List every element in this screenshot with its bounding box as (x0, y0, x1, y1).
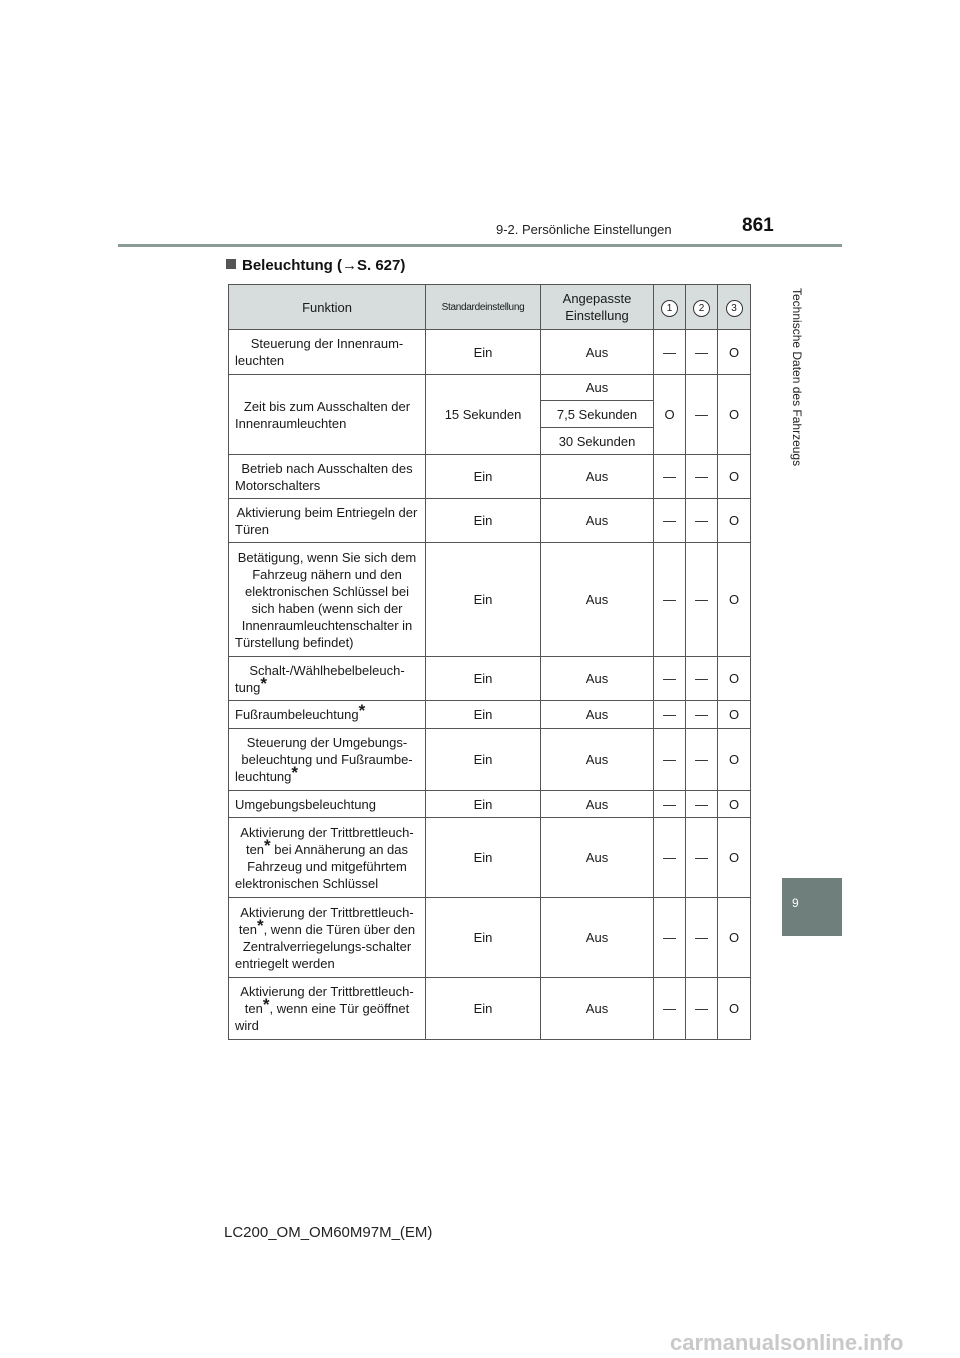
cell-default: Ein (426, 898, 541, 978)
cell-c1: — (654, 455, 686, 499)
chapter-tab[interactable] (782, 878, 842, 936)
cell-c3: O (718, 375, 751, 455)
cell-c3: O (718, 701, 751, 729)
square-bullet-icon (226, 259, 236, 269)
circled-1-icon: 1 (661, 300, 678, 317)
cell-default: Ein (426, 543, 541, 657)
cell-function: Umgebungsbeleuchtung (229, 791, 426, 818)
lighting-settings-table (228, 284, 751, 1040)
cell-function (229, 898, 426, 978)
cell-c1: — (654, 791, 686, 818)
function-text-after: bei Annäherung an das Fahrzeug und mitgeführtem elektronischen Schlüssel (235, 841, 409, 891)
cell-c1: — (654, 729, 686, 791)
cell-function: Aktivierung beim Entriegeln der Türen (229, 499, 426, 543)
circled-3-icon: 3 (726, 300, 743, 317)
function-text: Schalt-/Wählhebelbeleuch-tung (235, 662, 405, 695)
cell-custom: Aus (541, 898, 654, 978)
document-code: LC200_OM_OM60M97M_(EM) (224, 1224, 433, 1241)
cell-default: Ein (426, 499, 541, 543)
cell-function: Steuerung der Innenraum-leuchten (229, 330, 426, 375)
cell-default: Ein (426, 791, 541, 818)
cell-c2: — (686, 818, 718, 898)
cell-c2: — (686, 701, 718, 729)
cell-c3: O (718, 729, 751, 791)
section-heading (226, 257, 405, 274)
cell-function: Betätigung, wenn Sie sich dem Fahrzeug nähern und den elektronischen Schlüssel bei sich haben (wenn sich der Innenraumleuchtenschalter in Türstellung befindet) (229, 543, 426, 657)
cell-function (229, 657, 426, 701)
table-row (229, 791, 751, 818)
cell-c2: — (686, 455, 718, 499)
table-row (229, 978, 751, 1040)
watermark-text: carmanualsonline.info (670, 1330, 904, 1355)
table-header-row (229, 285, 751, 330)
function-text-before: Aktivierung der Trittbrettleuch-ten (238, 904, 414, 937)
header-col-3 (718, 285, 751, 330)
cell-c2: — (686, 543, 718, 657)
cell-custom: Aus (541, 978, 654, 1040)
table-row (229, 898, 751, 978)
cell-c1: — (654, 657, 686, 701)
cell-custom: Aus (541, 818, 654, 898)
cell-c1: — (654, 978, 686, 1040)
cell-c1: — (654, 330, 686, 375)
header-col-1 (654, 285, 686, 330)
table-row (229, 330, 751, 375)
chapter-number: 9 (792, 896, 799, 910)
cell-function (229, 818, 426, 898)
cell-c1: — (654, 499, 686, 543)
asterisk-icon: * (264, 835, 271, 855)
cell-function: Zeit bis zum Ausschalten der Innenraumleuchten (229, 375, 426, 455)
cell-c1: — (654, 701, 686, 729)
header-rule (118, 244, 842, 247)
cell-c3: O (718, 455, 751, 499)
cell-custom: Aus (541, 330, 654, 375)
heading-page-link[interactable]: S. 627) (357, 257, 406, 274)
cell-c3: O (718, 657, 751, 701)
cell-custom: Aus (541, 455, 654, 499)
cell-c2: — (686, 375, 718, 455)
function-text-after: , wenn die Türen über den Zentralverriegelungs-schalter entriegelt werden (235, 921, 416, 971)
cell-c2: — (686, 330, 718, 375)
asterisk-icon: * (256, 915, 264, 935)
cell-c3: O (718, 791, 751, 818)
cell-c2: — (686, 729, 718, 791)
arrow-icon: → (342, 257, 357, 274)
function-text: Fußraumbeleuchtung (235, 707, 359, 722)
function-text-before: Aktivierung der Trittbrettleuch-ten (240, 984, 414, 1016)
table-row (229, 657, 751, 701)
cell-custom-option: 30 Sekunden (541, 428, 654, 455)
cell-custom: Aus (541, 499, 654, 543)
cell-c1: — (654, 543, 686, 657)
cell-c2: — (686, 499, 718, 543)
table-row (229, 543, 751, 657)
cell-function (229, 729, 426, 791)
asterisk-icon: * (260, 673, 267, 693)
cell-default: Ein (426, 701, 541, 729)
cell-c1: — (654, 818, 686, 898)
cell-custom: Aus (541, 543, 654, 657)
header-default: Standardeinstellung (426, 285, 541, 330)
cell-function (229, 978, 426, 1040)
asterisk-icon: * (358, 701, 366, 720)
cell-default: Ein (426, 729, 541, 791)
cell-c2: — (686, 978, 718, 1040)
page-number: 861 (742, 215, 774, 236)
cell-c2: — (686, 898, 718, 978)
cell-function (229, 701, 426, 729)
cell-c1: — (654, 898, 686, 978)
header-section-title: 9-2. Persönliche Einstellungen (496, 222, 672, 237)
cell-custom: Aus (541, 701, 654, 729)
header-col-2 (686, 285, 718, 330)
cell-c3: O (718, 818, 751, 898)
table-row (229, 375, 751, 401)
side-tab-label: Technische Daten des Fahrzeugs (790, 288, 804, 467)
function-text-before: Aktivierung der Trittbrettleuch-ten (240, 824, 414, 857)
cell-custom: Aus (541, 791, 654, 818)
cell-c3: O (718, 978, 751, 1040)
table-row (229, 455, 751, 499)
cell-c2: — (686, 657, 718, 701)
function-text: Steuerung der Umgebungs-beleuchtung und Fußraumbe-leuchtung (235, 735, 413, 784)
cell-custom-option: Aus (541, 375, 654, 401)
cell-default: Ein (426, 818, 541, 898)
function-text-after: , wenn eine Tür geöffnet wird (235, 1001, 410, 1033)
table-row (229, 818, 751, 898)
asterisk-icon: * (262, 995, 270, 1014)
cell-c3: O (718, 543, 751, 657)
asterisk-icon: * (291, 763, 299, 782)
header-function: Funktion (229, 285, 426, 330)
cell-default: Ein (426, 455, 541, 499)
cell-default: Ein (426, 657, 541, 701)
table-row (229, 701, 751, 729)
cell-c3: O (718, 330, 751, 375)
cell-custom: Aus (541, 657, 654, 701)
cell-c2: — (686, 791, 718, 818)
cell-default: Ein (426, 978, 541, 1040)
circled-2-icon: 2 (693, 300, 710, 317)
table-row (229, 499, 751, 543)
cell-custom-option: 7,5 Sekunden (541, 401, 654, 428)
cell-default: 15 Sekunden (426, 375, 541, 455)
cell-function: Betrieb nach Ausschalten des Motorschalters (229, 455, 426, 499)
header-custom: Angepasste Einstellung (541, 285, 654, 330)
cell-c1: O (654, 375, 686, 455)
table-row (229, 729, 751, 791)
cell-custom: Aus (541, 729, 654, 791)
cell-c3: O (718, 898, 751, 978)
cell-default: Ein (426, 330, 541, 375)
cell-c3: O (718, 499, 751, 543)
heading-text-before: Beleuchtung ( (242, 257, 342, 274)
